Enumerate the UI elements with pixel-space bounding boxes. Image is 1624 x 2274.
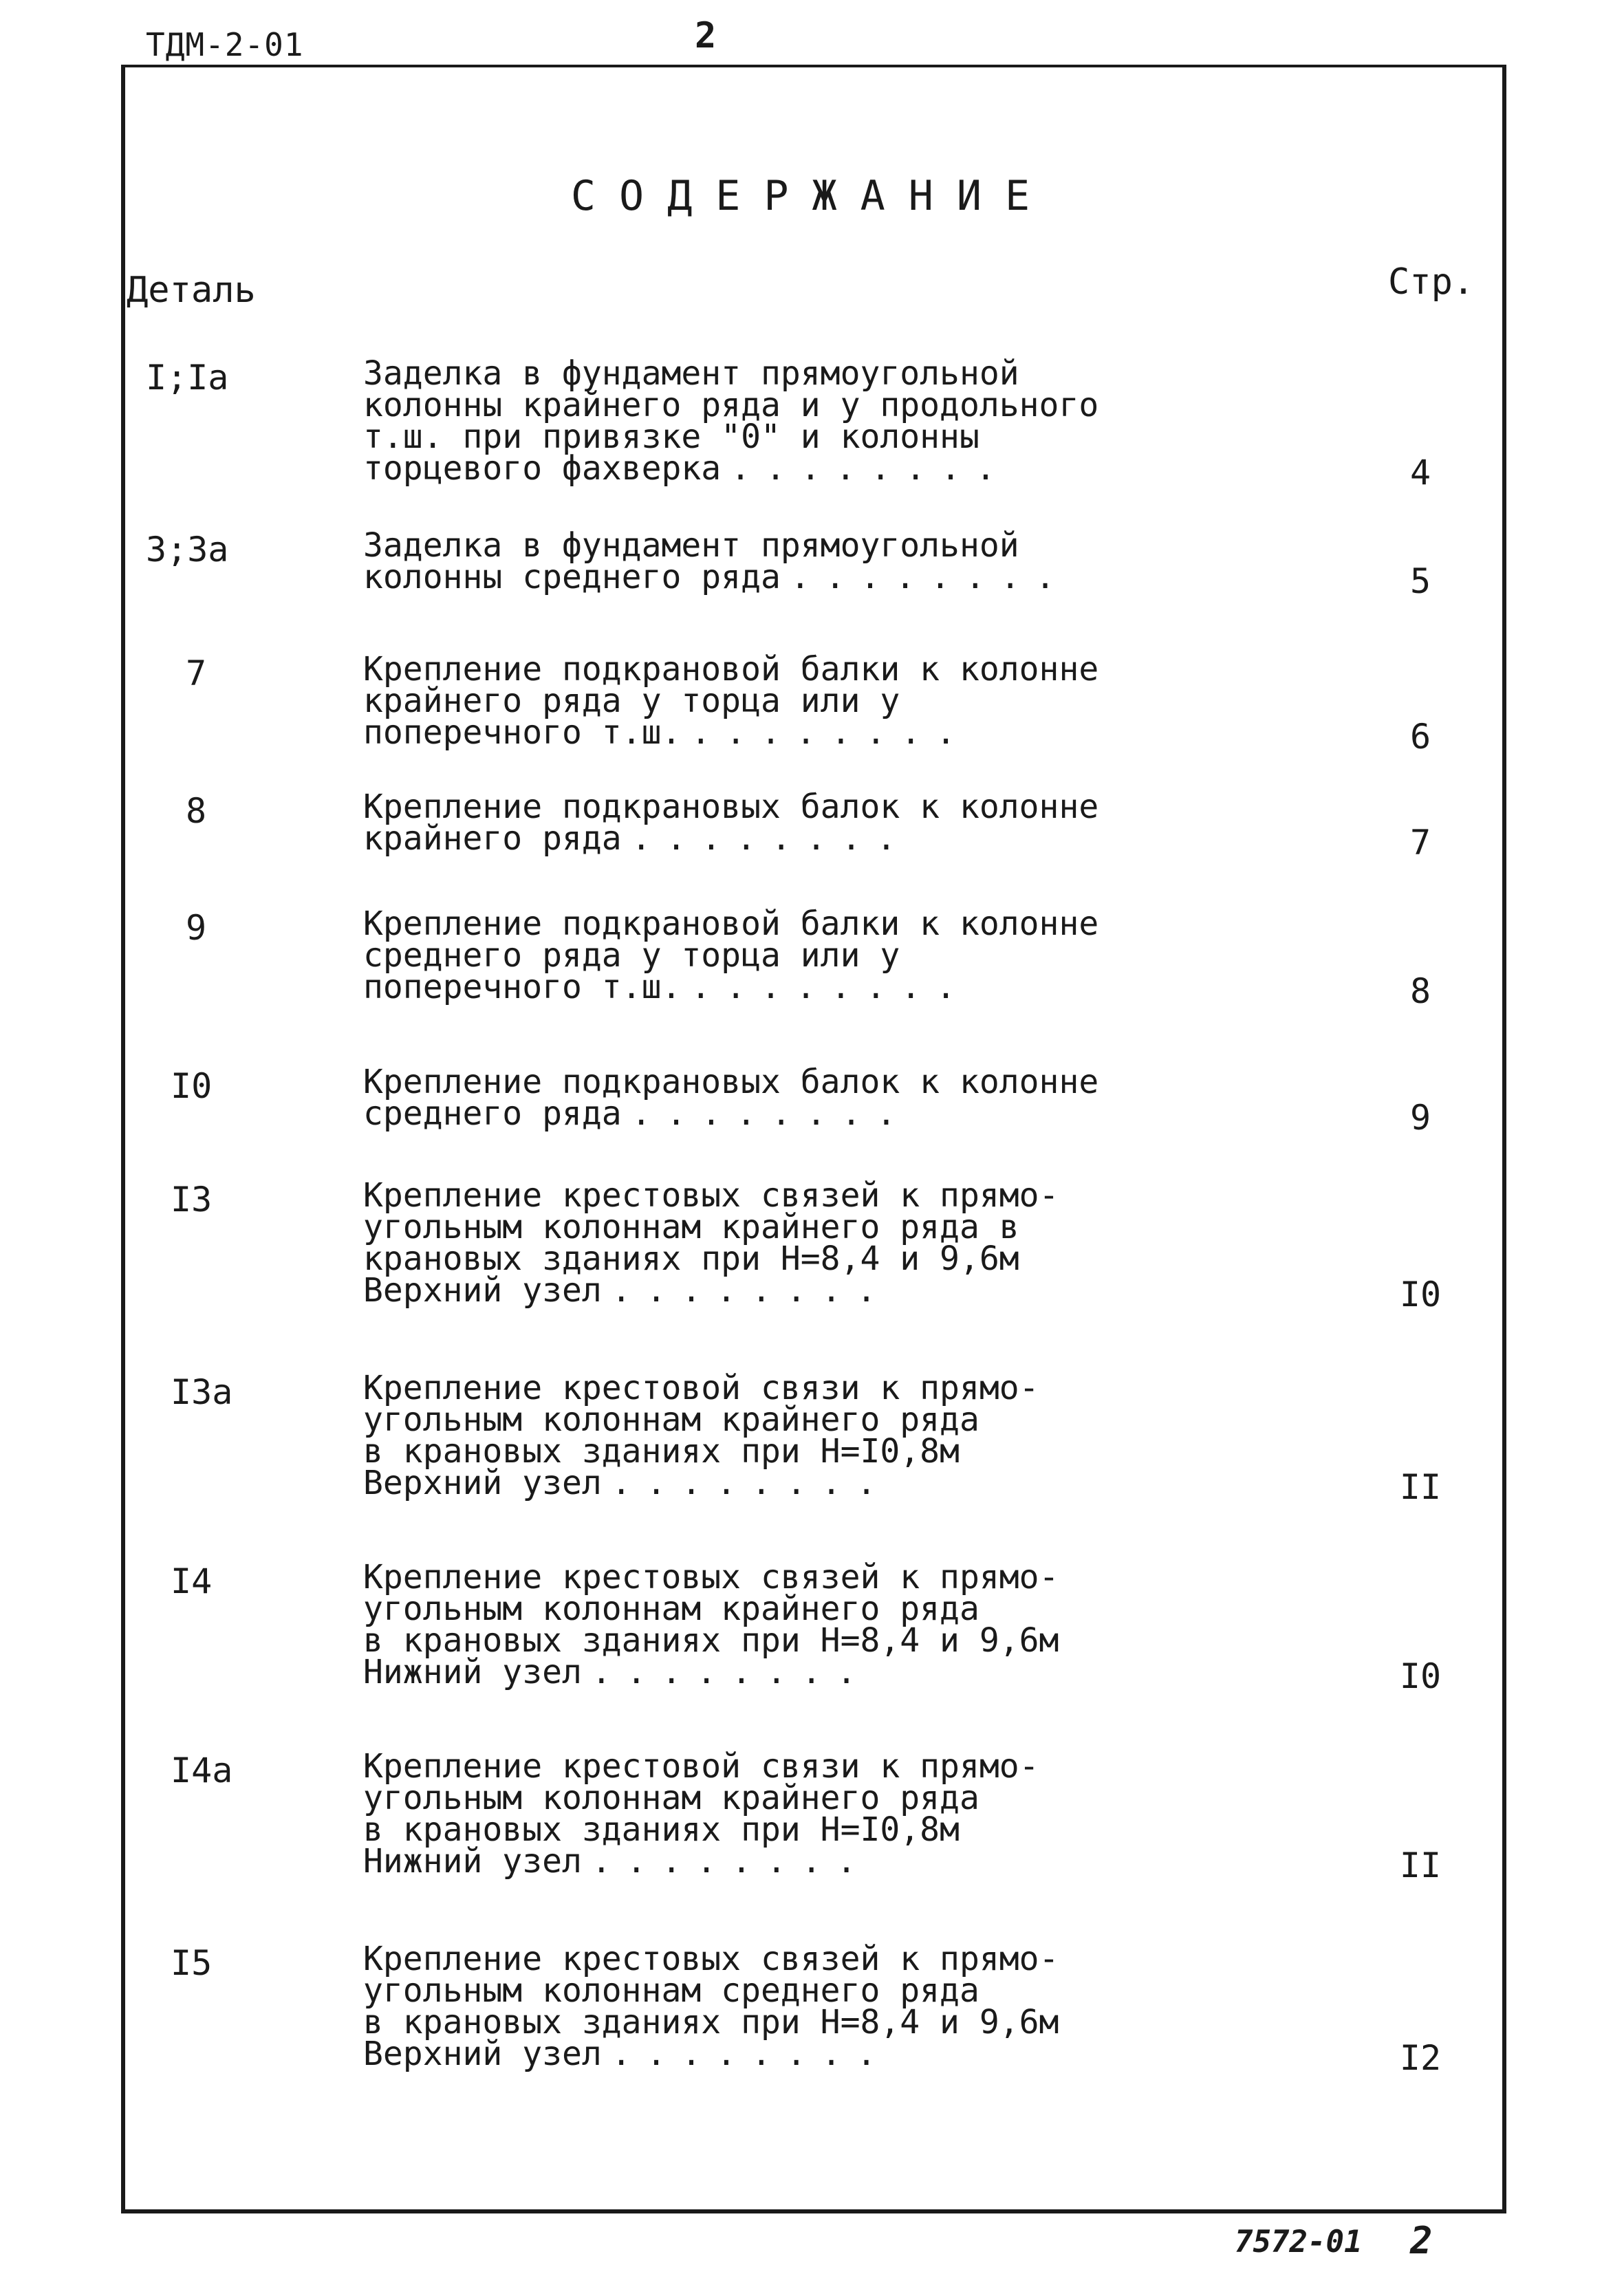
description-text: в крановых зданиях при Н=8,4 и 9,6м [363, 1621, 1059, 1660]
description-text: крановых зданиях при Н=8,4 и 9,6м [363, 1239, 1019, 1278]
description-text: Нижний узел [363, 1653, 582, 1691]
description-text: Заделка в фундамент прямоугольной [363, 526, 1019, 565]
description-text: крайнего ряда [363, 819, 622, 858]
dot-leader: ........ [611, 1464, 891, 1502]
description-text: Крепление подкрановой балки к колонне [363, 650, 1099, 689]
description-text: Крепление крестовых связей к прямо- [363, 1558, 1059, 1596]
description-text: угольным колоннам крайнего ряда в [363, 1208, 1019, 1246]
description-text: угольным колоннам среднего ряда [363, 1971, 979, 2010]
description-line [363, 682, 1299, 720]
detail-number: I4a [171, 1751, 233, 1790]
detail-description [363, 788, 1299, 858]
description-line [363, 2003, 1299, 2042]
description-line [363, 1653, 1299, 1691]
description-line [363, 650, 1299, 689]
page-reference: 9 [1409, 1098, 1431, 1138]
detail-number: I0 [171, 1066, 213, 1106]
detail-description [363, 1940, 1299, 2073]
page-title: СОДЕРЖАНИЕ [570, 172, 1054, 220]
page-number: 2 [695, 15, 717, 56]
page-reference: 5 [1409, 561, 1431, 601]
page-reference: I2 [1399, 2038, 1442, 2078]
detail-number: I3 [171, 1180, 213, 1220]
detail-number: I5 [171, 1943, 213, 1983]
description-line [363, 354, 1299, 393]
description-text: Заделка в фундамент прямоугольной [363, 354, 1019, 393]
description-line [363, 449, 1299, 488]
description-line [363, 1810, 1299, 1849]
footer-sheet-number: 2 [1410, 2219, 1433, 2262]
description-line [363, 713, 1299, 752]
description-line [363, 1400, 1299, 1439]
detail-description [363, 1369, 1299, 1502]
description-line [363, 1094, 1299, 1133]
detail-number: 9 [186, 908, 207, 948]
description-text: Крепление подкрановых балок к колонне [363, 1063, 1099, 1101]
detail-number: 8 [186, 791, 207, 831]
description-line [363, 1940, 1299, 1978]
description-line [363, 905, 1299, 943]
description-line [363, 2035, 1299, 2073]
page-reference: I0 [1399, 1275, 1442, 1314]
description-text: т.ш. при привязке "0" и колонны [363, 418, 979, 456]
description-text: колонны среднего ряда [363, 558, 781, 596]
description-line [363, 1558, 1299, 1596]
page-reference: 6 [1409, 717, 1431, 757]
description-text: поперечного т.ш. [363, 968, 682, 1006]
description-text: среднего ряда у торца или у [363, 936, 900, 975]
detail-number: 3;3a [146, 530, 229, 570]
detail-description [363, 526, 1299, 596]
footer-code: 7572-01 [1235, 2224, 1363, 2260]
dot-leader: ........ [611, 1271, 891, 1310]
description-line [363, 1779, 1299, 1817]
page-reference: I0 [1399, 1656, 1442, 1696]
description-line [363, 526, 1299, 565]
detail-number: 7 [186, 653, 207, 693]
detail-description [363, 905, 1299, 1006]
description-line [363, 1239, 1299, 1278]
dot-leader: ........ [591, 1842, 872, 1881]
detail-number: I3a [171, 1372, 233, 1412]
description-text: Крепление крестовых связей к прямо- [363, 1176, 1059, 1215]
page-reference: 7 [1409, 823, 1431, 863]
detail-description [363, 1176, 1299, 1310]
description-line [363, 1971, 1299, 2010]
page-reference: 4 [1409, 453, 1431, 492]
description-text: в крановых зданиях при Н=I0,8м [363, 1432, 960, 1471]
description-line [363, 788, 1299, 826]
description-line [363, 1432, 1299, 1471]
description-line [363, 1208, 1299, 1246]
description-text: Нижний узел [363, 1842, 582, 1881]
description-text: торцевого фахверка [363, 449, 722, 488]
description-text: Верхний узел [363, 1464, 602, 1502]
page-reference: 8 [1409, 971, 1431, 1011]
dot-leader: ........ [631, 819, 911, 858]
description-line [363, 1176, 1299, 1215]
description-text: Верхний узел [363, 1271, 602, 1310]
description-line [363, 1369, 1299, 1407]
dot-leader: ........ [691, 713, 971, 752]
description-line [363, 968, 1299, 1006]
description-line [363, 1842, 1299, 1881]
detail-description [363, 354, 1299, 488]
detail-description [363, 1063, 1299, 1133]
description-text: Крепление крестовой связи к прямо- [363, 1369, 1039, 1407]
document-code: ТДМ-2-01 [146, 26, 304, 63]
description-line [363, 1747, 1299, 1786]
column-header-page: Стр. [1388, 261, 1475, 303]
dot-leader: ........ [591, 1653, 872, 1691]
description-text: угольным колоннам крайнего ряда [363, 1590, 979, 1628]
dot-leader: ........ [790, 558, 1071, 596]
description-text: в крановых зданиях при Н=I0,8м [363, 1810, 960, 1849]
dot-leader: ........ [691, 968, 971, 1006]
dot-leader: ........ [611, 2035, 891, 2073]
description-line [363, 1271, 1299, 1310]
dot-leader: ........ [631, 1094, 911, 1133]
page-reference: II [1399, 1467, 1442, 1507]
description-line [363, 386, 1299, 424]
description-text: Крепление крестовой связи к прямо- [363, 1747, 1039, 1786]
description-text: колонны крайнего ряда и у продольного [363, 386, 1099, 424]
description-line [363, 418, 1299, 456]
description-text: Верхний узел [363, 2035, 602, 2073]
description-text: крайнего ряда у торца или у [363, 682, 900, 720]
page-reference: II [1399, 1845, 1442, 1885]
description-line [363, 558, 1299, 596]
description-text: Крепление подкрановых балок к колонне [363, 788, 1099, 826]
detail-number: I4 [171, 1561, 213, 1601]
description-line [363, 1464, 1299, 1502]
description-text: Крепление крестовых связей к прямо- [363, 1940, 1059, 1978]
description-line [363, 1590, 1299, 1628]
description-line [363, 1621, 1299, 1660]
description-text: Крепление подкрановой балки к колонне [363, 905, 1099, 943]
description-text: поперечного т.ш. [363, 713, 682, 752]
description-text: угольным колоннам крайнего ряда [363, 1779, 979, 1817]
detail-description [363, 1747, 1299, 1881]
description-line [363, 936, 1299, 975]
column-header-detail: Деталь [127, 270, 256, 311]
detail-number: I;Ia [146, 358, 229, 398]
detail-description [363, 650, 1299, 752]
description-text: угольным колоннам крайнего ряда [363, 1400, 979, 1439]
detail-description [363, 1558, 1299, 1691]
description-text: среднего ряда [363, 1094, 622, 1133]
description-line [363, 1063, 1299, 1101]
description-text: в крановых зданиях при Н=8,4 и 9,6м [363, 2003, 1059, 2042]
dot-leader: ........ [730, 449, 1011, 488]
description-line [363, 819, 1299, 858]
